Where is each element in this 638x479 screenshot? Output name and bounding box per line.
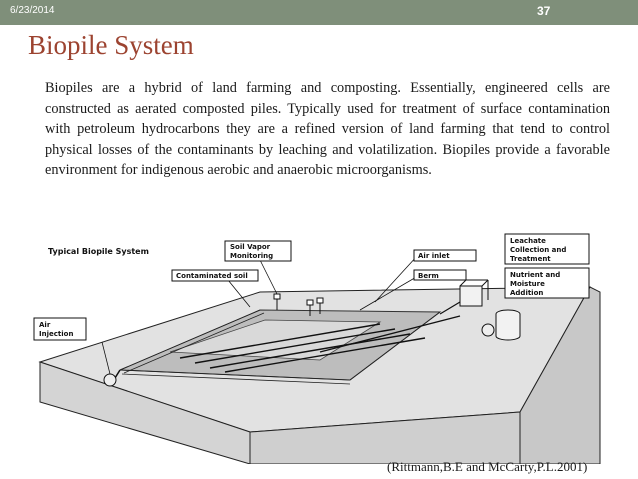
slide-paragraph: Biopiles are a hybrid of land farming and composting. Essentially, engineered cells are constructed as aerated composted piles. Typically used for treatment of surface contamination with petroleum hydrocarbons they are a refined version of land farming that tend to control physical losses of the contaminants by leaching and volatilization. Biopiles provide a favorable environment for indigenous aerobic and anaerobic microorganisms. xyxy=(45,80,610,178)
svg-text:Soil Vapor: Soil Vapor xyxy=(230,243,271,251)
slide-date: 6/23/2014 xyxy=(10,5,55,16)
svg-text:Addition: Addition xyxy=(510,289,544,297)
pump xyxy=(482,324,494,336)
contaminated-soil-label xyxy=(172,270,258,281)
figure-title: Typical Biopile System xyxy=(48,247,149,256)
air-inlet-label xyxy=(414,250,476,261)
svg-text:Monitoring: Monitoring xyxy=(230,252,274,260)
svg-text:Injection: Injection xyxy=(39,330,74,338)
leachate-tank xyxy=(460,286,482,306)
leachate-label xyxy=(505,234,589,264)
citation: (Rittmann,B.E and McCarty,P.L.2001) xyxy=(387,459,588,474)
svg-text:Nutrient and: Nutrient and xyxy=(510,271,561,279)
slide-title: Biopile System xyxy=(28,30,194,60)
svg-text:Moisture: Moisture xyxy=(510,280,545,288)
air-injection-blower xyxy=(104,374,116,386)
svg-text:Collection and: Collection and xyxy=(510,246,567,254)
svg-text:Air: Air xyxy=(39,321,51,329)
svg-text:Berm: Berm xyxy=(418,272,439,280)
slide-page-number: 37 xyxy=(537,4,551,18)
berm-label xyxy=(414,270,466,280)
nutrient-tank-body xyxy=(496,314,520,340)
soil-vapor-label xyxy=(225,241,291,261)
header-bar xyxy=(0,0,638,25)
air-injection-label xyxy=(34,318,86,340)
svg-text:Contaminated soil: Contaminated soil xyxy=(176,272,248,280)
biopile-diagram xyxy=(20,232,620,464)
svg-text:Treatment: Treatment xyxy=(510,255,551,263)
svg-text:Leachate: Leachate xyxy=(510,237,546,245)
nutrient-label xyxy=(505,268,589,298)
svg-text:Air inlet: Air inlet xyxy=(418,252,450,260)
